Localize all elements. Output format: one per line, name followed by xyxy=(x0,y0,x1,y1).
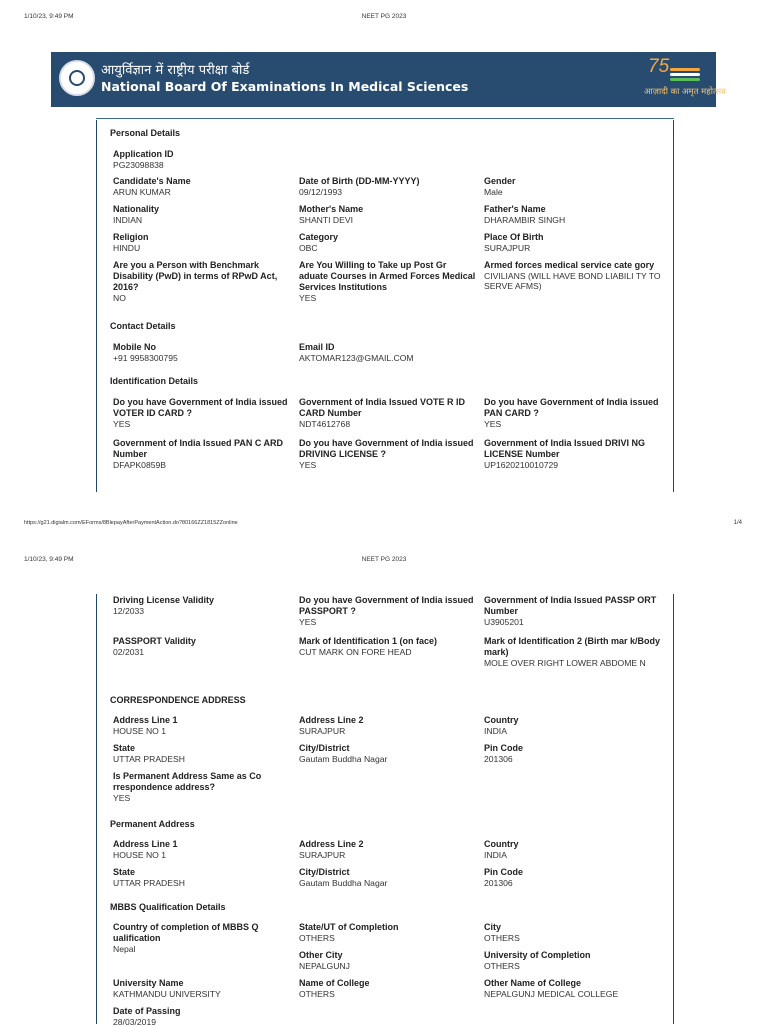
nbems-emblem-icon xyxy=(59,60,95,96)
section-personal-details: Personal Details xyxy=(110,128,181,138)
print-title: NEET PG 2023 xyxy=(361,13,407,20)
banner-english-title: National Board Of Examinations In Medical Sciences xyxy=(101,79,469,94)
azadi-logo-text: आज़ादी का अमृत महोत्सव xyxy=(644,87,726,97)
field-voter-id-question: Do you have Government of India issued VOTER ID CARD ? YES xyxy=(113,397,288,429)
field-perm-district: City/District Gautam Buddha Nagar xyxy=(299,867,388,888)
field-category: Category OBC xyxy=(299,232,339,253)
field-passport-number: Government of India Issued PASSP ORT Number U3905201 xyxy=(484,595,657,627)
field-corr-pin: Pin Code 201306 xyxy=(484,743,524,764)
field-corr-address-line1: Address Line 1 HOUSE NO 1 xyxy=(113,715,178,736)
field-gender: Gender Male xyxy=(484,176,516,197)
field-perm-state: State UTTAR PRADESH xyxy=(113,867,185,888)
field-passport-validity: PASSPORT Validity 02/2031 xyxy=(113,636,196,657)
field-perm-country: Country INDIA xyxy=(484,839,519,860)
field-pwd: Are you a Person with Benchmark Disability (PwD) in terms of RPwD Act, 2016? NO xyxy=(113,260,278,303)
field-driving-license-question: Do you have Government of India issued DRIVING LICENSE ? YES xyxy=(299,438,474,470)
field-nationality: Nationality INDIAN xyxy=(113,204,160,225)
field-mbbs-city: City OTHERS xyxy=(484,922,520,943)
azadi-logo-number: 75 xyxy=(648,56,670,77)
field-pan-question: Do you have Government of India issued PAN CARD ? YES xyxy=(484,397,659,429)
field-mark-identification-1: Mark of Identification 1 (on face) CUT MARK ON FORE HEAD xyxy=(299,636,438,657)
field-passport-question: Do you have Government of India issued PASSPORT ? YES xyxy=(299,595,474,627)
field-pan-number: Government of India Issued PAN C ARD Number DFAPK0859B xyxy=(113,438,284,470)
field-email: Email ID AKTOMAR123@GMAIL.COM xyxy=(299,342,414,363)
field-perm-address-line1: Address Line 1 HOUSE NO 1 xyxy=(113,839,178,860)
field-armed-forces-willing: Are You Willing to Take up Post Gr aduate Courses in Armed Forces Medical Services Institutions YES xyxy=(299,260,476,303)
field-mbbs-country: Country of completion of MBBS Q ualification Nepal xyxy=(113,922,259,954)
banner-hindi-title: आयुर्विज्ञान में राष्ट्रीय परीक्षा बोर्ड xyxy=(101,63,250,78)
field-place-of-birth: Place Of Birth SURAJPUR xyxy=(484,232,544,253)
field-mbbs-other-city: Other City NEPALGUNJ xyxy=(299,950,350,971)
field-corr-state: State UTTAR PRADESH xyxy=(113,743,185,764)
field-mobile: Mobile No +91 9958300795 xyxy=(113,342,178,363)
field-mbbs-state: State/UT of Completion OTHERS xyxy=(299,922,399,943)
print-datetime: 1/10/23, 9:49 PM xyxy=(24,556,74,563)
field-corr-address-line2: Address Line 2 SURAJPUR xyxy=(299,715,364,736)
field-mbbs-other-college: Other Name of College NEPALGUNJ MEDICAL COLLEGE xyxy=(484,978,619,999)
field-afms-category: Armed forces medical service cate gory CIVILIANS (WILL HAVE BOND LIABILI TY TO SERVE AFMS) xyxy=(484,260,661,291)
print-page-number: 1/4 xyxy=(733,520,742,526)
field-date-of-birth: Date of Birth (DD-MM-YYYY) 09/12/1993 xyxy=(299,176,420,197)
field-application-id: Application ID PG23098838 xyxy=(113,149,174,170)
print-url: https://g21.digialm.com/EForms/8BlepayAfterPaymentAction.do?80166ZZ1815ZZonline xyxy=(24,520,238,526)
field-mbbs-date-of-passing: Date of Passing 28/03/2019 xyxy=(113,1006,181,1027)
field-voter-id-number: Government of India Issued VOTE R ID CARD Number NDT4612768 xyxy=(299,397,466,429)
section-contact-details: Contact Details xyxy=(110,321,176,331)
field-driving-license-validity: Driving License Validity 12/2033 xyxy=(113,595,215,616)
field-religion: Religion HINDU xyxy=(113,232,149,253)
field-perm-pin: Pin Code 201306 xyxy=(484,867,524,888)
section-mbbs-qualification: MBBS Qualification Details xyxy=(110,902,226,912)
azadi-logo-icon xyxy=(642,56,726,102)
field-driving-license-number: Government of India Issued DRIVI NG LICENSE Number UP1620210010729 xyxy=(484,438,646,470)
page-divider xyxy=(96,118,674,119)
field-perm-address-line2: Address Line 2 SURAJPUR xyxy=(299,839,364,860)
section-permanent-address: Permanent Address xyxy=(110,819,195,829)
print-datetime: 1/10/23, 9:49 PM xyxy=(24,13,74,20)
field-mark-identification-2: Mark of Identification 2 (Birth mar k/Body mark) MOLE OVER RIGHT LOWER ABDOME N xyxy=(484,636,661,668)
nbems-banner xyxy=(51,52,726,107)
field-father-name: Father's Name DHARAMBIR SINGH xyxy=(484,204,566,225)
field-candidate-name: Candidate's Name ARUN KUMAR xyxy=(113,176,191,197)
field-corr-district: City/District Gautam Buddha Nagar xyxy=(299,743,388,764)
section-identification-details: Identification Details xyxy=(110,376,199,386)
field-mbbs-university-completion: University of Completion OTHERS xyxy=(484,950,591,971)
field-permanent-same: Is Permanent Address Same as Co rrespondence address? YES xyxy=(113,771,262,803)
field-mbbs-college-name: Name of College OTHERS xyxy=(299,978,370,999)
field-mbbs-university-name: University Name KATHMANDU UNIVERSITY xyxy=(113,978,221,999)
print-title: NEET PG 2023 xyxy=(361,556,407,563)
section-correspondence-address: CORRESPONDENCE ADDRESS xyxy=(110,695,246,705)
field-corr-country: Country INDIA xyxy=(484,715,519,736)
field-mother-name: Mother's Name SHANTI DEVI xyxy=(299,204,364,225)
